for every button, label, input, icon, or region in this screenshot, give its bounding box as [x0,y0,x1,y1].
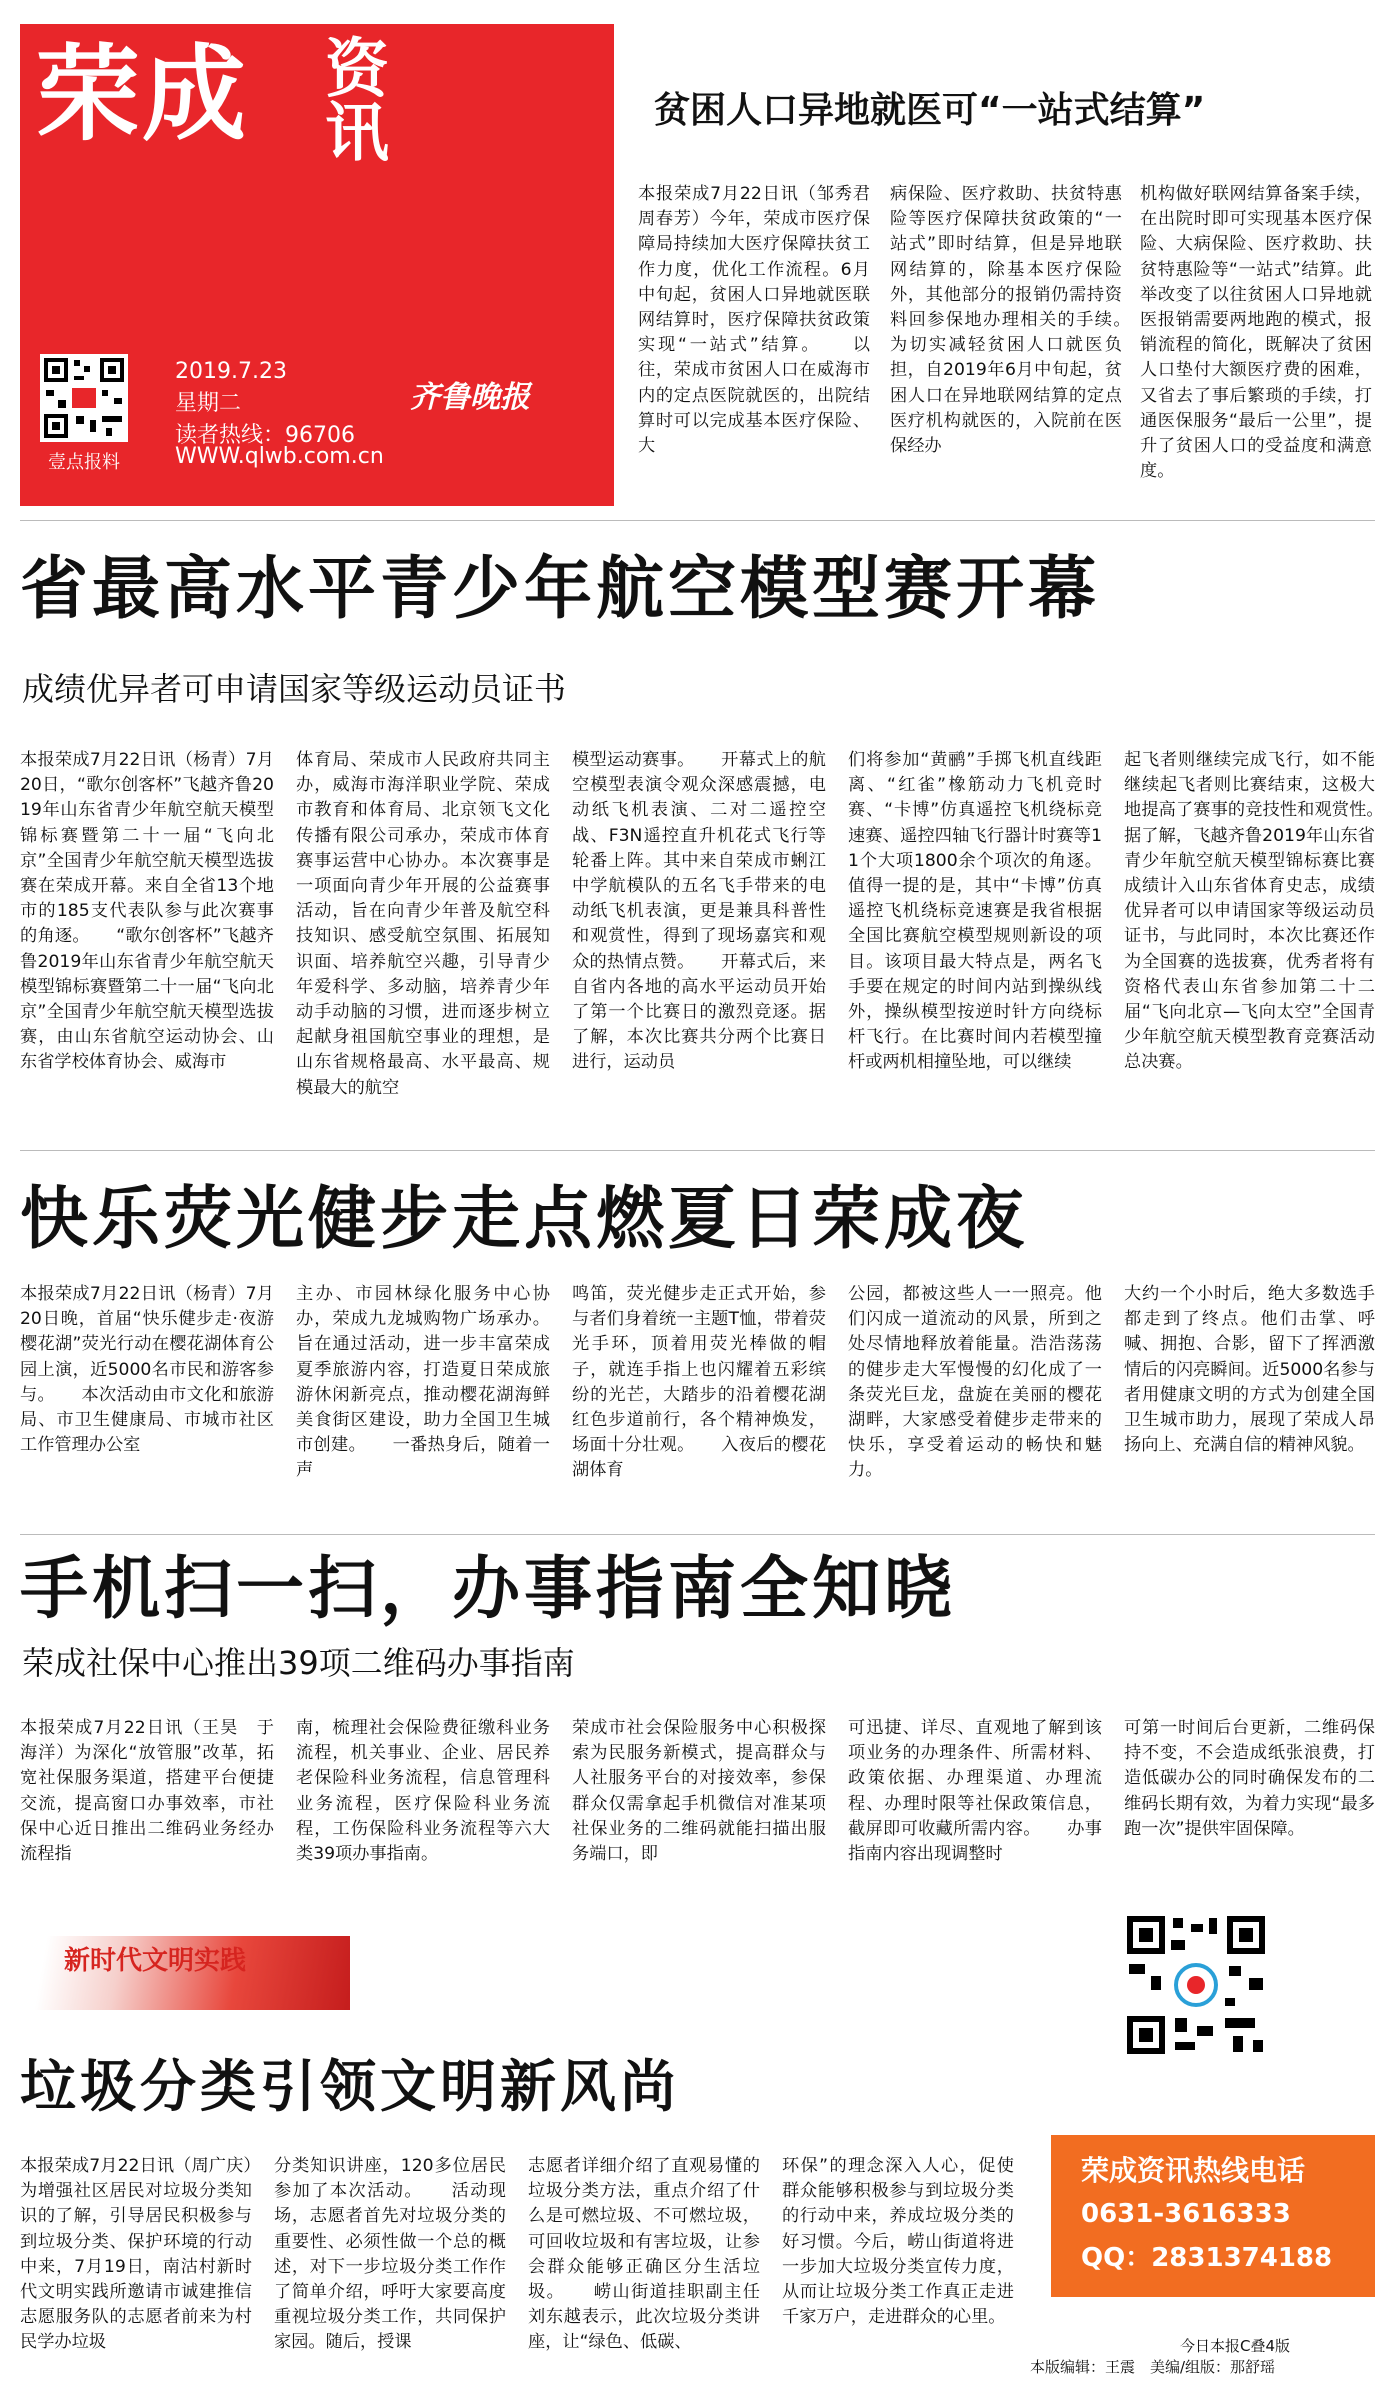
article1-col1: 本报荣成7月22日讯（邹秀君 周春芳）今年，荣成市医疗保障局持续加大医疗保障扶贫工作力度，优化工作流程。6月中旬起，贫困人口异地就医联网结算时，医疗保障扶贫政策实现“一站式”结算。 以往，荣成市贫困人口在威海市内的定点医院就医的，出院结算时可以完成基本医疗保险、大 [638,184,870,457]
hotline-box [1051,2135,1375,2297]
article2-subhead: 成绩优异者可申请国家等级运动员证书 [22,670,567,708]
masthead-weekday: 星期二 [175,391,242,416]
article3-headline: 快乐荧光健步走点燃夏日荣成夜 [20,1180,1029,1259]
article3-col1: 本报荣成7月22日讯（杨青）7月20日晚，首届“快乐健步走·夜游樱花湖”荧光行动在樱花湖体育公园上演，近5000名市民和游客参与。 本次活动由市文化和旅游局、市卫生健康局、市城市社区工作管理办公室 [20,1284,274,1456]
article5-col2: 分类知识讲座，120多位居民参加了本次活动。 活动现场，志愿者首先对垃圾分类的重要性、必须性做一个总的概述，对下一步垃圾分类工作作了简单介绍，呼吁大家要高度重视垃圾分类工作，共同保护家园。随后，授课 [274,2156,506,2353]
footer-edition: 今日本报C叠4版 [1180,2337,1291,2355]
masthead-url: WWW.qlwb.com.cn [175,444,384,469]
masthead-logo: 荣成 [36,33,249,155]
article5-col4: 环保”的理念深入人心，促使群众能够积极参与到垃圾分类的行动中来，养成垃圾分类的好习惯。今后，崂山街道将进一步加大垃圾分类宣传力度，从而让垃圾分类工作真正走进千家万户，走进群众的心里。 [782,2156,1014,2328]
masthead-info [175,356,355,452]
article3-col2: 主办、市园林绿化服务中心协办，荣成九龙城购物广场承办。旨在通过活动，进一步丰富荣成夏季旅游内容，打造夏日荣成旅游休闲新亮点，推动樱花湖海鲜美食街区建设，助力全国卫生城市创建。 一番热身后，随着一声 [296,1284,550,1481]
article4-headline: 手机扫一扫，办事指南全知晓 [20,1550,957,1629]
masthead-hotline: 读者热线：96706 [175,423,355,448]
qr-caption: 壹点报料 [48,452,120,473]
article3-col4: 公园，都被这些人一一照亮。他们闪成一道流动的风景，所到之处尽情地释放着能量。浩浩荡荡的健步走大军慢慢的幻化成了一条荧光巨龙，盘旋在美丽的樱花湖畔，大家感受着健步走带来的快乐，享受着运动的畅快和魅力。 [848,1284,1102,1481]
article4-col3: 荣成市社会保险服务中心积极探索为民服务新模式，提高群众与人社服务平台的对接效率，参保群众仅需拿起手机微信对准某项社保业务的二维码就能扫描出服务端口，即 [572,1718,826,1865]
article2-headline: 省最高水平青少年航空模型赛开幕 [20,550,1101,629]
footer-editors: 本版编辑：王震 美编/组版：那舒瑶 [1030,2358,1276,2376]
hotline-phone: 0631-3616333 [1081,2199,1291,2229]
article1-col3: 机构做好联网结算备案手续，在出院时即可实现基本医疗保险、大病保险、医疗救助、扶贫特惠险等“一站式”结算。此举改变了以往贫困人口异地就医报销需要两地跑的模式，报销流程的简化，既解决了贫困人口垫付大额医疗费的困难，又省去了事后繁琐的手续，打通医保服务“最后一公里”，提升了贫困人口的受益度和满意度。 [1140,184,1372,482]
article5-col3: 志愿者详细介绍了直观易懂的垃圾分类方法，重点介绍了什么是可燃垃圾、不可燃垃圾，可回收垃圾和有害垃圾，让参会群众能够正确区分生活垃圾。 崂山街道挂职副主任刘东越表示，此次垃圾分类讲座，让“绿色、低碳、 [528,2156,760,2353]
article2-col4: 们将参加“黄鹂”手掷飞机直线距离、“红雀”橡筋动力飞机竞时赛、“卡博”仿真遥控飞机绕标竞速赛、遥控四轴飞行器计时赛等11个大项1800余个项次的角逐。值得一提的是，其中“卡博”仿真遥控飞机绕标竞速赛是我省根据全国比赛航空模型规则新设的项目。该项目最大特点是，两名飞手要在规定的时间内站到操纵线外，操纵模型按逆时针方向绕标杆飞行。在比赛时间内若模型撞杆或两机相撞坠地，可以继续 [848,750,1102,1073]
paper-name: 齐鲁晚报 [410,380,530,415]
article2-col2: 体育局、荣成市人民政府共同主办，威海市海洋职业学院、荣成市教育和体育局、北京领飞文化传播有限公司承办，荣成市体育赛事运营中心协办。本次赛事是一项面向青少年开展的公益赛事活动，旨在向青少年普及航空科技知识、感受航空氛围、拓展知识面、培养航空兴趣，引导青少年爱科学、多动脑，培养青少年动手动脑的习惯，进而逐步树立起献身祖国航空事业的理想，是山东省规格最高、水平最高、规模最大的航空 [296,750,550,1098]
article4-subhead: 荣成社保中心推出39项二维码办事指南 [22,1644,575,1682]
masthead-date: 2019.7.23 [175,359,287,384]
article4-col2: 南，梳理社会保险费征缴科业务流程，机关事业、企业、居民养老保险科业务流程，信息管理科业务流程，医疗保险科业务流程，工伤保险科业务流程等六大类39项办事指南。 [296,1718,550,1865]
qr-code-icon [1121,1910,1271,2060]
divider [20,520,1375,521]
banner-label: 新时代文明实践 [64,1946,247,1976]
article4-col1: 本报荣成7月22日讯（王昊 于海洋）为深化“放管服”改革，拓宽社保服务渠道，搭建平台便捷交流，提高窗口办事效率，市社保中心近日推出二维码业务经办流程指 [20,1718,274,1865]
article2-col3: 模型运动赛事。 开幕式上的航空模型表演令观众深感震撼，电动纸飞机表演、二对二遥控空战、F3N遥控直升机花式飞行等轮番上阵。其中来自荣成市蜊江中学航模队的五名飞手带来的电动纸飞机表演，更是兼具科普性和观赏性，得到了现场嘉宾和观众的热情点赞。 开幕式后，来自省内各地的高水平运动员开始了第一个比赛日的激烈竞逐。据了解，本次比赛共分两个比赛日进行，运动员 [572,750,826,1073]
article5-col1: 本报荣成7月22日讯（周广庆）为增强社区居民对垃圾分类知识的了解，引导居民积极参与到垃圾分类、保护环境的行动中来，7月19日，南沽村新时代文明实践所邀请市诚建推信志愿服务队的志愿者前来为村民学办垃圾 [20,2156,252,2353]
qr-code-icon [40,354,128,442]
article1-col2: 病保险、医疗救助、扶贫特惠险等医疗保障扶贫政策的“一站式”即时结算，但是异地联网结算的，除基本医疗保险外，其他部分的报销仍需持资料回参保地办理相关的手续。 为切实减轻贫困人口就医负担，自2019年6月中旬起，贫困人口在异地联网结算的定点医疗机构就医的，入院前在医保经办 [890,184,1122,457]
article2-col5: 起飞者则继续完成飞行，如不能继续起飞者则比赛结束，这极大地提高了赛事的竞技性和观赏性。 据了解，飞越齐鲁2019年山东省青少年航空航天模型锦标赛比赛成绩计入山东省体育史志，成绩优异者可以申请国家等级运动员证书，与此同时，本次比赛还作为全国赛的选拔赛，优秀者将有资格代表山东省参加第二十二届“飞向北京—飞向太空”全国青少年航空航天模型教育竞赛活动总决赛。 [1124,750,1375,1073]
hotline-qq: QQ：2831374188 [1081,2243,1333,2273]
article2-col1: 本报荣成7月22日讯（杨青）7月20日，“歌尔创客杯”飞越齐鲁2019年山东省青少年航空航天模型锦标赛暨第二十一届“飞向北京”全国青少年航空航天模型选拔赛在荣成开幕。来自全省13个地市的185支代表队参与此次赛事的角逐。 “歌尔创客杯”飞越齐鲁2019年山东省青少年航空航天模型锦标赛暨第二十一届“飞向北京”全国青少年航空航天模型选拔赛，由山东省航空运动协会、山东省学校体育协会、威海市 [20,750,274,1073]
article3-col3: 鸣笛，荧光健步走正式开始，参与者们身着统一主题T恤，带着荧光手环，顶着用荧光棒做的帽子，就连手指上也闪耀着五彩缤纷的光芒，大踏步的沿着樱花湖红色步道前行，各个精神焕发，场面十分壮观。 入夜后的樱花湖体育 [572,1284,826,1481]
article4-col5: 可第一时间后台更新，二维码保持不变，不会造成纸张浪费，打造低碳办公的同时确保发布的二维码长期有效，为着力实现“最多跑一次”提供牢固保障。 [1124,1718,1375,1839]
article5-headline: 垃圾分类引领文明新风尚 [20,2055,680,2120]
masthead-logo-small: 资讯 [325,33,389,171]
divider [20,1150,1375,1151]
hotline-title: 荣成资讯热线电话 [1081,2154,1306,2187]
article1-headline: 贫困人口异地就医可“一站式结算” [654,90,1206,131]
divider [20,1534,1375,1535]
article4-col4: 可迅捷、详尽、直观地了解到该项业务的办理条件、所需材料、政策依据、办理渠道、办理流程、办理时限等社保政策信息，截屏即可收藏所需内容。 办事指南内容出现调整时 [848,1718,1102,1865]
article3-col5: 大约一个小时后，绝大多数选手都走到了终点。他们击掌、呼喊、拥抱、合影，留下了挥洒激情后的闪亮瞬间。近5000名参与者用健康文明的方式为创建全国卫生城市助力，展现了荣成人昂扬向上、充满自信的精神风貌。 [1124,1284,1375,1456]
